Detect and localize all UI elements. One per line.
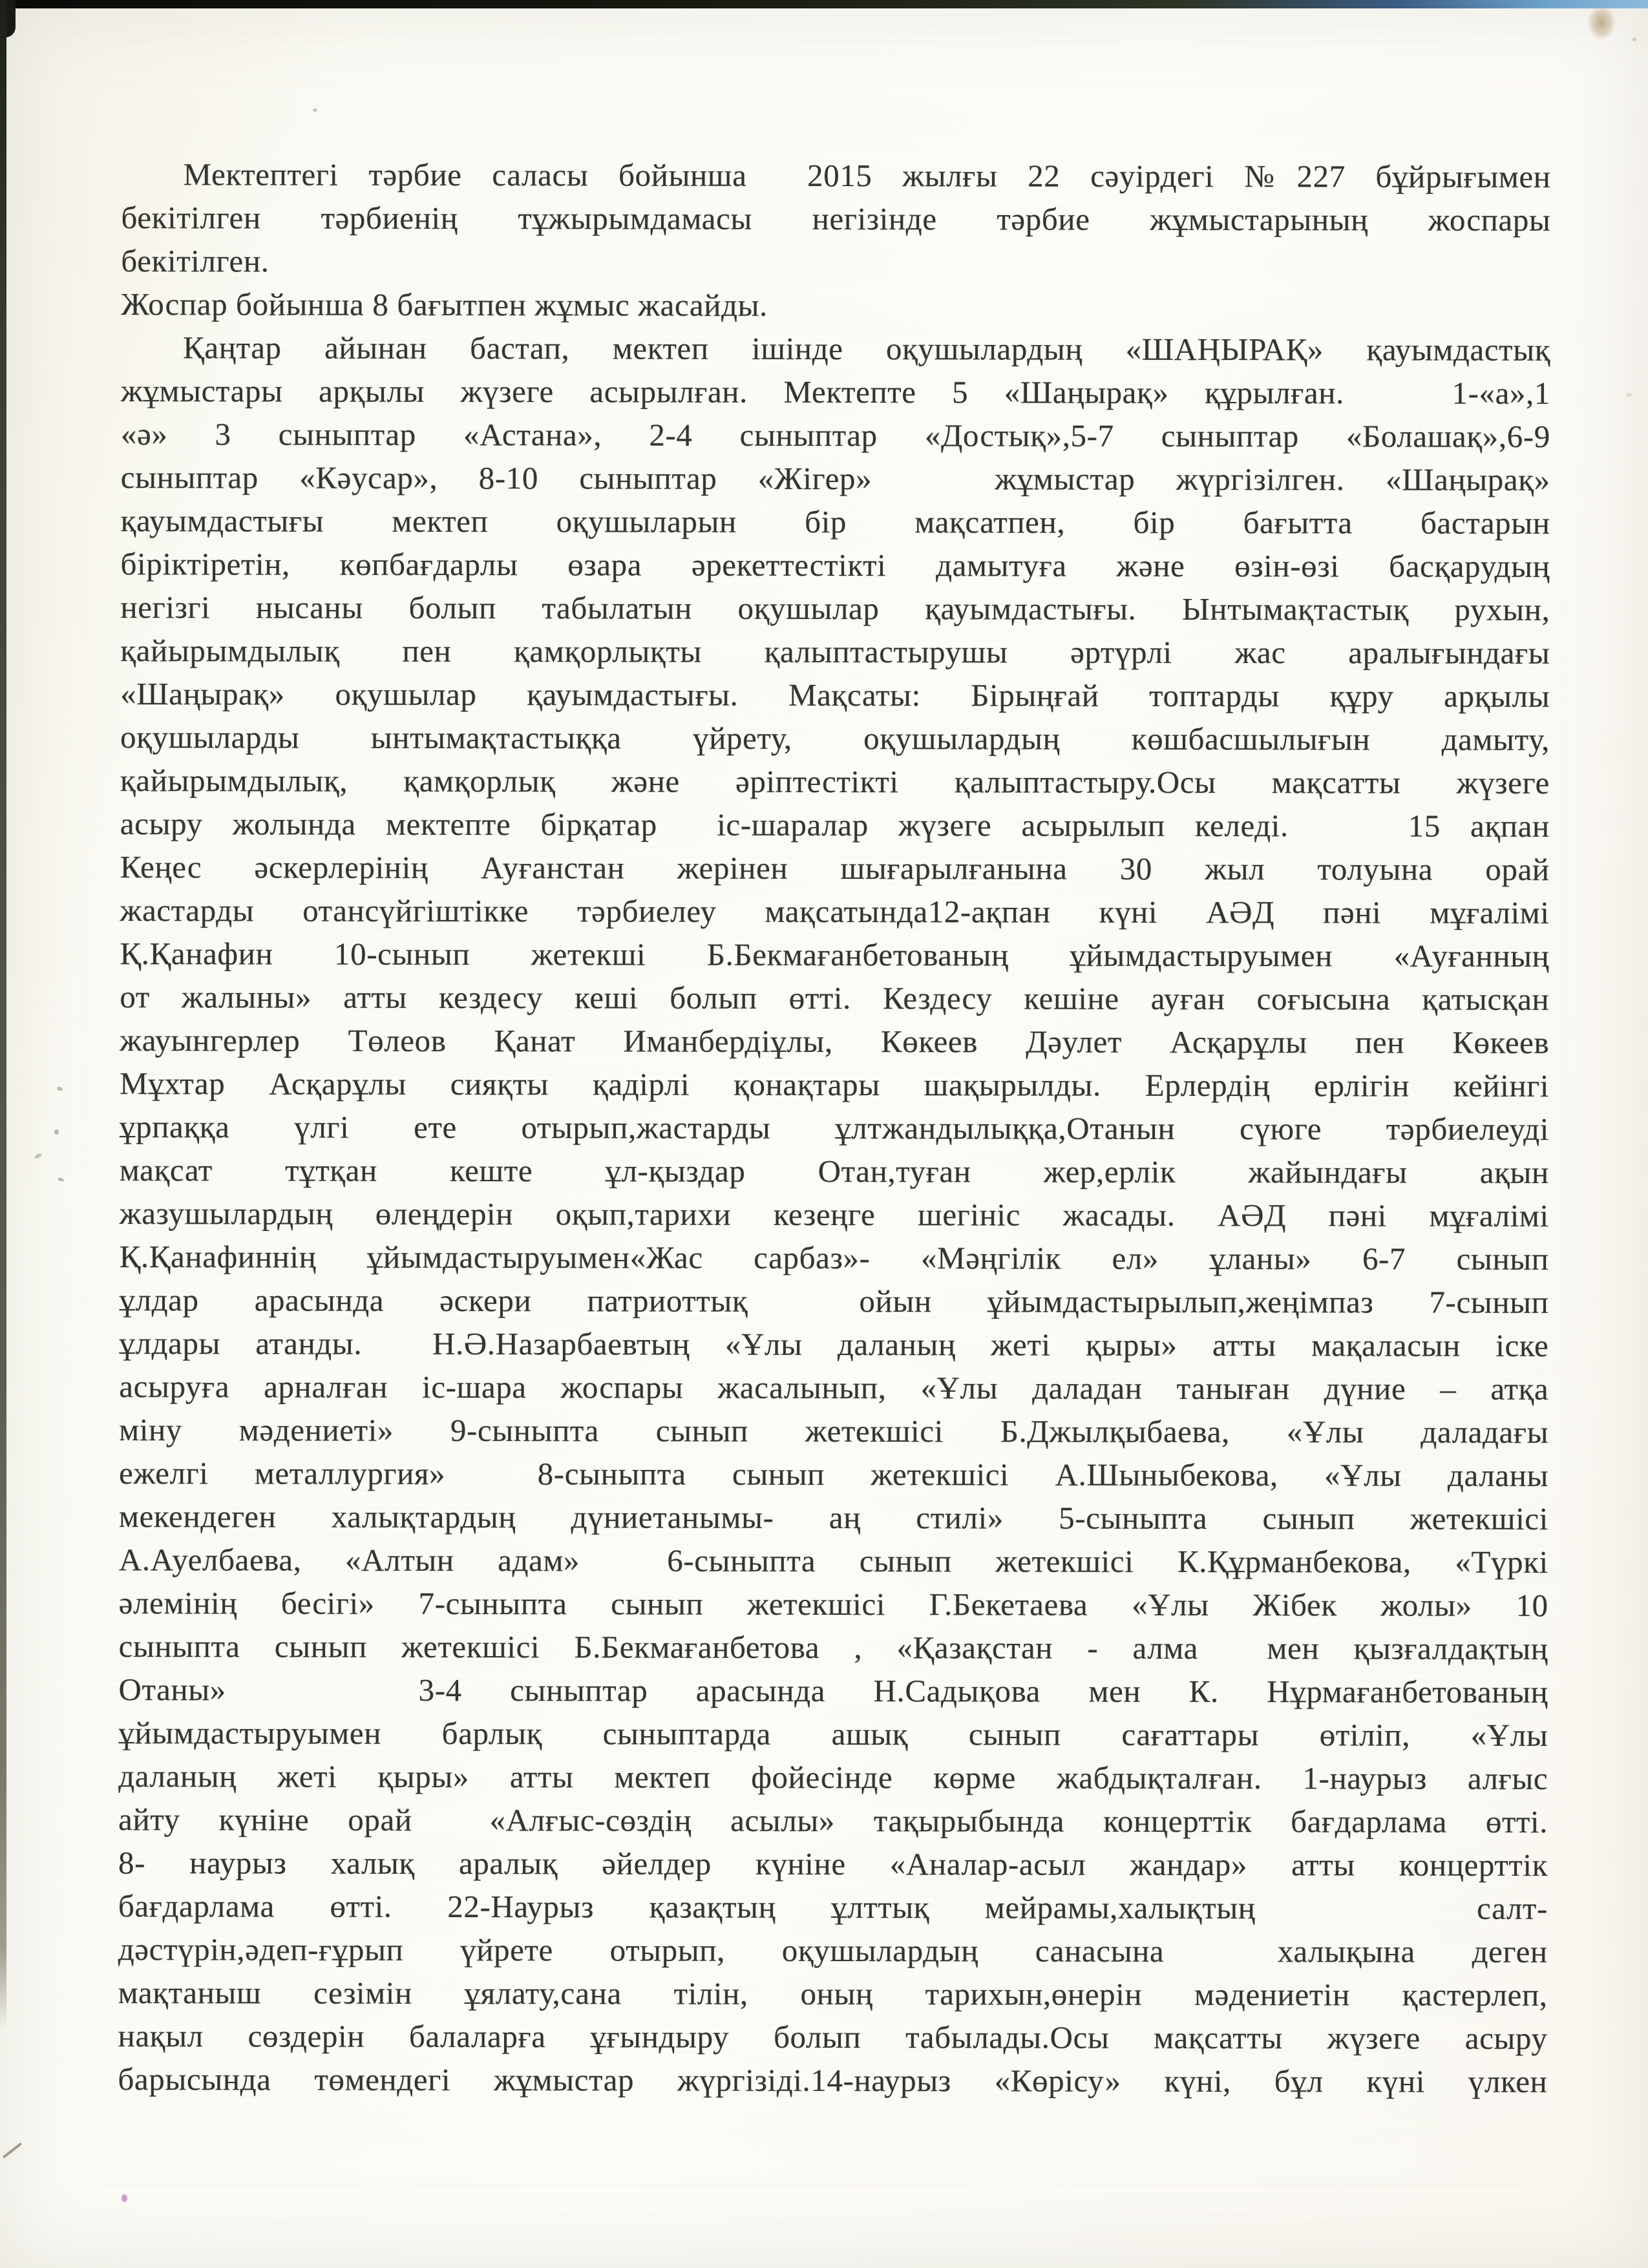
text-line: Қ.Қанафиннің ұйымдастыруымен«Жас сарбаз»- «Мәңгілік ел» ұланы» 6-7 сынып: [119, 1239, 1549, 1277]
scanner-top-edge: [0, 0, 1648, 8]
text-line: жұмыстары арқылы жүзеге асырылған. Мектепте 5 «Шаңырақ» құрылған. 1-«а»,1: [120, 373, 1551, 411]
text-line: асыруға арналған іс-шара жоспары жасалынып, «Ұлы даладан таныған дүние – атқа: [119, 1369, 1549, 1407]
text-line: ұлдары атанды. Н.Ә.Назарбаевтың «Ұлы даланың жеті қыры» атты мақаласын іске: [119, 1325, 1549, 1363]
text-line: нақыл сөздерін балаларға ұғындыру болып табылады.Осы мақсатты жүзеге асыру: [118, 2018, 1548, 2056]
dust-speck: [54, 1129, 59, 1135]
dust-speck: [1626, 393, 1632, 397]
pencil-mark: [3, 2142, 23, 2158]
text-line: ұйымдастыруымен барлық сыныптарда ашық сынып сағаттары өтіліп, «Ұлы: [118, 1715, 1548, 1753]
text-line: қайырымдылық пен қамқорлықты қалыптастырушы әртүрлі жас аралығындағы: [120, 633, 1550, 671]
text-line: мекендеген халықтардың дүниетанымы- аң стилі» 5-сыныпта сынып жетекшісі: [118, 1498, 1548, 1537]
ink-speck: [121, 2194, 127, 2202]
text-line: Қаңтар айынан бастап, мектеп ішінде оқушылардың «ШАҢЫРАҚ» қауымдастық: [183, 330, 1551, 368]
text-line: Жоспар бойынша 8 бағытпен жұмыс жасайды.: [121, 286, 768, 323]
text-line: оқушыларды ынтымақтастыққа үйрету, оқушылардың көшбасшылығын дамыту,: [120, 719, 1550, 757]
text-line: «Шаңырақ» оқушылар қауымдастығы. Мақсаты: Бірыңғай топтарды құру арқылы: [120, 676, 1550, 714]
text-line: жазушылардың өлеңдерін оқып,тарихи кезеңге шегініс жасады. АӘД пәні мұғалімі: [119, 1195, 1549, 1234]
text-line: жастарды отансүйгіштікке тәрбиелеу мақсатында12-ақпан күні АӘД пәні мұғалімі: [120, 892, 1550, 930]
text-line: Отаны» 3-4 сыныптар арасында Н.Садықова мен К. Нұрмағанбетованың: [118, 1672, 1548, 1710]
text-line: ежелгі металлургия» 8-сыныпта сынып жетекшісі А.Шыныбекова, «Ұлы даланы: [119, 1455, 1549, 1493]
text-line: Кеңес әскерлерінің Ауғанстан жерінен шығарылғанына 30 жыл толуына орай: [120, 849, 1550, 887]
text-line: сыныптар «Кәусар», 8-10 сыныптар «Жігер» жұмыстар жүргізілген. «Шаңырақ»: [120, 459, 1550, 498]
text-line: ұлдар арасында әскери патриоттық ойын ұйымдастырылып,жеңімпаз 7-сынып: [119, 1282, 1549, 1320]
text-line: 8- наурыз халық аралық әйелдер күніне «Аналар-асыл жандар» атты концерттік: [118, 1845, 1548, 1883]
text-line: қауымдастығы мектеп оқушыларын бір мақсатпен, бір бағытта бастарын: [120, 503, 1550, 541]
scanner-left-edge: [0, 0, 6, 2029]
text-line: А.Ауелбаева, «Алтын адам» 6-сыныпта сынып жетекшісі К.Құрманбекова, «Түркі: [118, 1542, 1548, 1580]
dust-speck: [34, 1152, 42, 1159]
text-line: «ә» 3 сыныптар «Астана», 2-4 сыныптар «Достық»,5-7 сыныптар «Болашақ»,6-9: [120, 416, 1550, 454]
text-line: міну мәдениеті» 9-сыныпта сынып жетекшісі Б.Джылқыбаева, «Ұлы даладағы: [119, 1412, 1549, 1450]
text-line: жауынгерлер Төлеов Қанат Иманбердіұлы, Көкеев Дәулет Асқарұлы пен Көкеев: [120, 1022, 1550, 1060]
text-line: сыныпта сынып жетекшісі Б.Бекмағанбетова , «Қазақстан - алма мен қызғалдақтың: [118, 1628, 1548, 1666]
text-line: әлемінің бесігі» 7-сыныпта сынып жетекшісі Г.Бекетаева «Ұлы Жібек жолы» 10: [118, 1585, 1548, 1623]
text-line: барысында төмендегі жұмыстар жүргізіді.14-наурыз «Көрісу» күні, бұл күні үлкен: [118, 2061, 1548, 2099]
text-line: асыру жолында мектепте бірқатар іс-шаралар жүзеге асырылып келеді. 15 ақпан: [120, 806, 1550, 844]
text-line: Мектептегі тәрбие саласы бойынша 2015 жылғы 22 сәуірдегі №227 бұйрығымен: [183, 156, 1551, 194]
text-line: мақсат тұтқан кеште ұл-қыздар Отан,туған жер,ерлік жайындағы ақын: [119, 1152, 1549, 1190]
dust-speck: [58, 1177, 65, 1182]
text-line: даланың жеті қыры» атты мектеп фойесінде көрме жабдықталған. 1-наурыз алғыс: [118, 1758, 1548, 1796]
text-line: негізгі нысаны болып табылатын оқушылар қауымдастығы. Ынтымақтастық рухын,: [120, 589, 1550, 627]
dust-speck: [1632, 37, 1637, 41]
stain-mark: [1589, 9, 1614, 39]
text-line: Мұхтар Асқарұлы сияқты қадірлі қонақтары шақырылды. Ерлердің ерлігін кейінгі: [120, 1066, 1550, 1104]
text-line: ұрпаққа үлгі ете отырып,жастарды ұлтжандылыққа,Отанын сүюге тәрбиелеуді: [119, 1109, 1550, 1147]
text-line: бекітілген тәрбиенің тұжырымдамасы негізінде тәрбие жұмыстарының жоспары: [121, 200, 1551, 238]
text-line: от жалыны» атты кездесу кеші болып өтті. Кездесу кешіне ауған соғысына қатысқан: [120, 979, 1550, 1017]
dust-speck: [313, 109, 317, 112]
text-line: қайырымдылық, қамқорлық және әріптестікті қалыптастыру.Осы мақсатты жүзеге: [120, 762, 1550, 801]
text-line: айту күніне орай «Алғыс-сөздің асылы» тақырыбында концерттік бағдарлама өтті.: [118, 1801, 1548, 1840]
dust-speck: [56, 1086, 63, 1092]
text-line: біріктіретін, көпбағдарлы өзара әрекеттестікті дамытуға және өзін-өзі басқарудың: [120, 546, 1550, 584]
text-line: дәстүрін,әдеп-ғұрып үйрете отырып, оқушылардың санасына халықына деген: [118, 1931, 1548, 1969]
text-line: мақтаныш сезімін ұялату,сана тілін, оның тарихын,өнерін мәдениетін қастерлеп,: [118, 1975, 1548, 2013]
text-line: бағдарлама өтті. 22-Наурыз қазақтың ұлттық мейрамы,халықтың салт-: [118, 1888, 1548, 1926]
document-text: [118, 152, 1550, 2103]
text-line: бекітілген.: [121, 243, 269, 279]
text-line: Қ.Қанафин 10-сынып жетекші Б.Бекмағанбетованың ұйымдастыруымен «Ауғанның: [120, 936, 1550, 974]
